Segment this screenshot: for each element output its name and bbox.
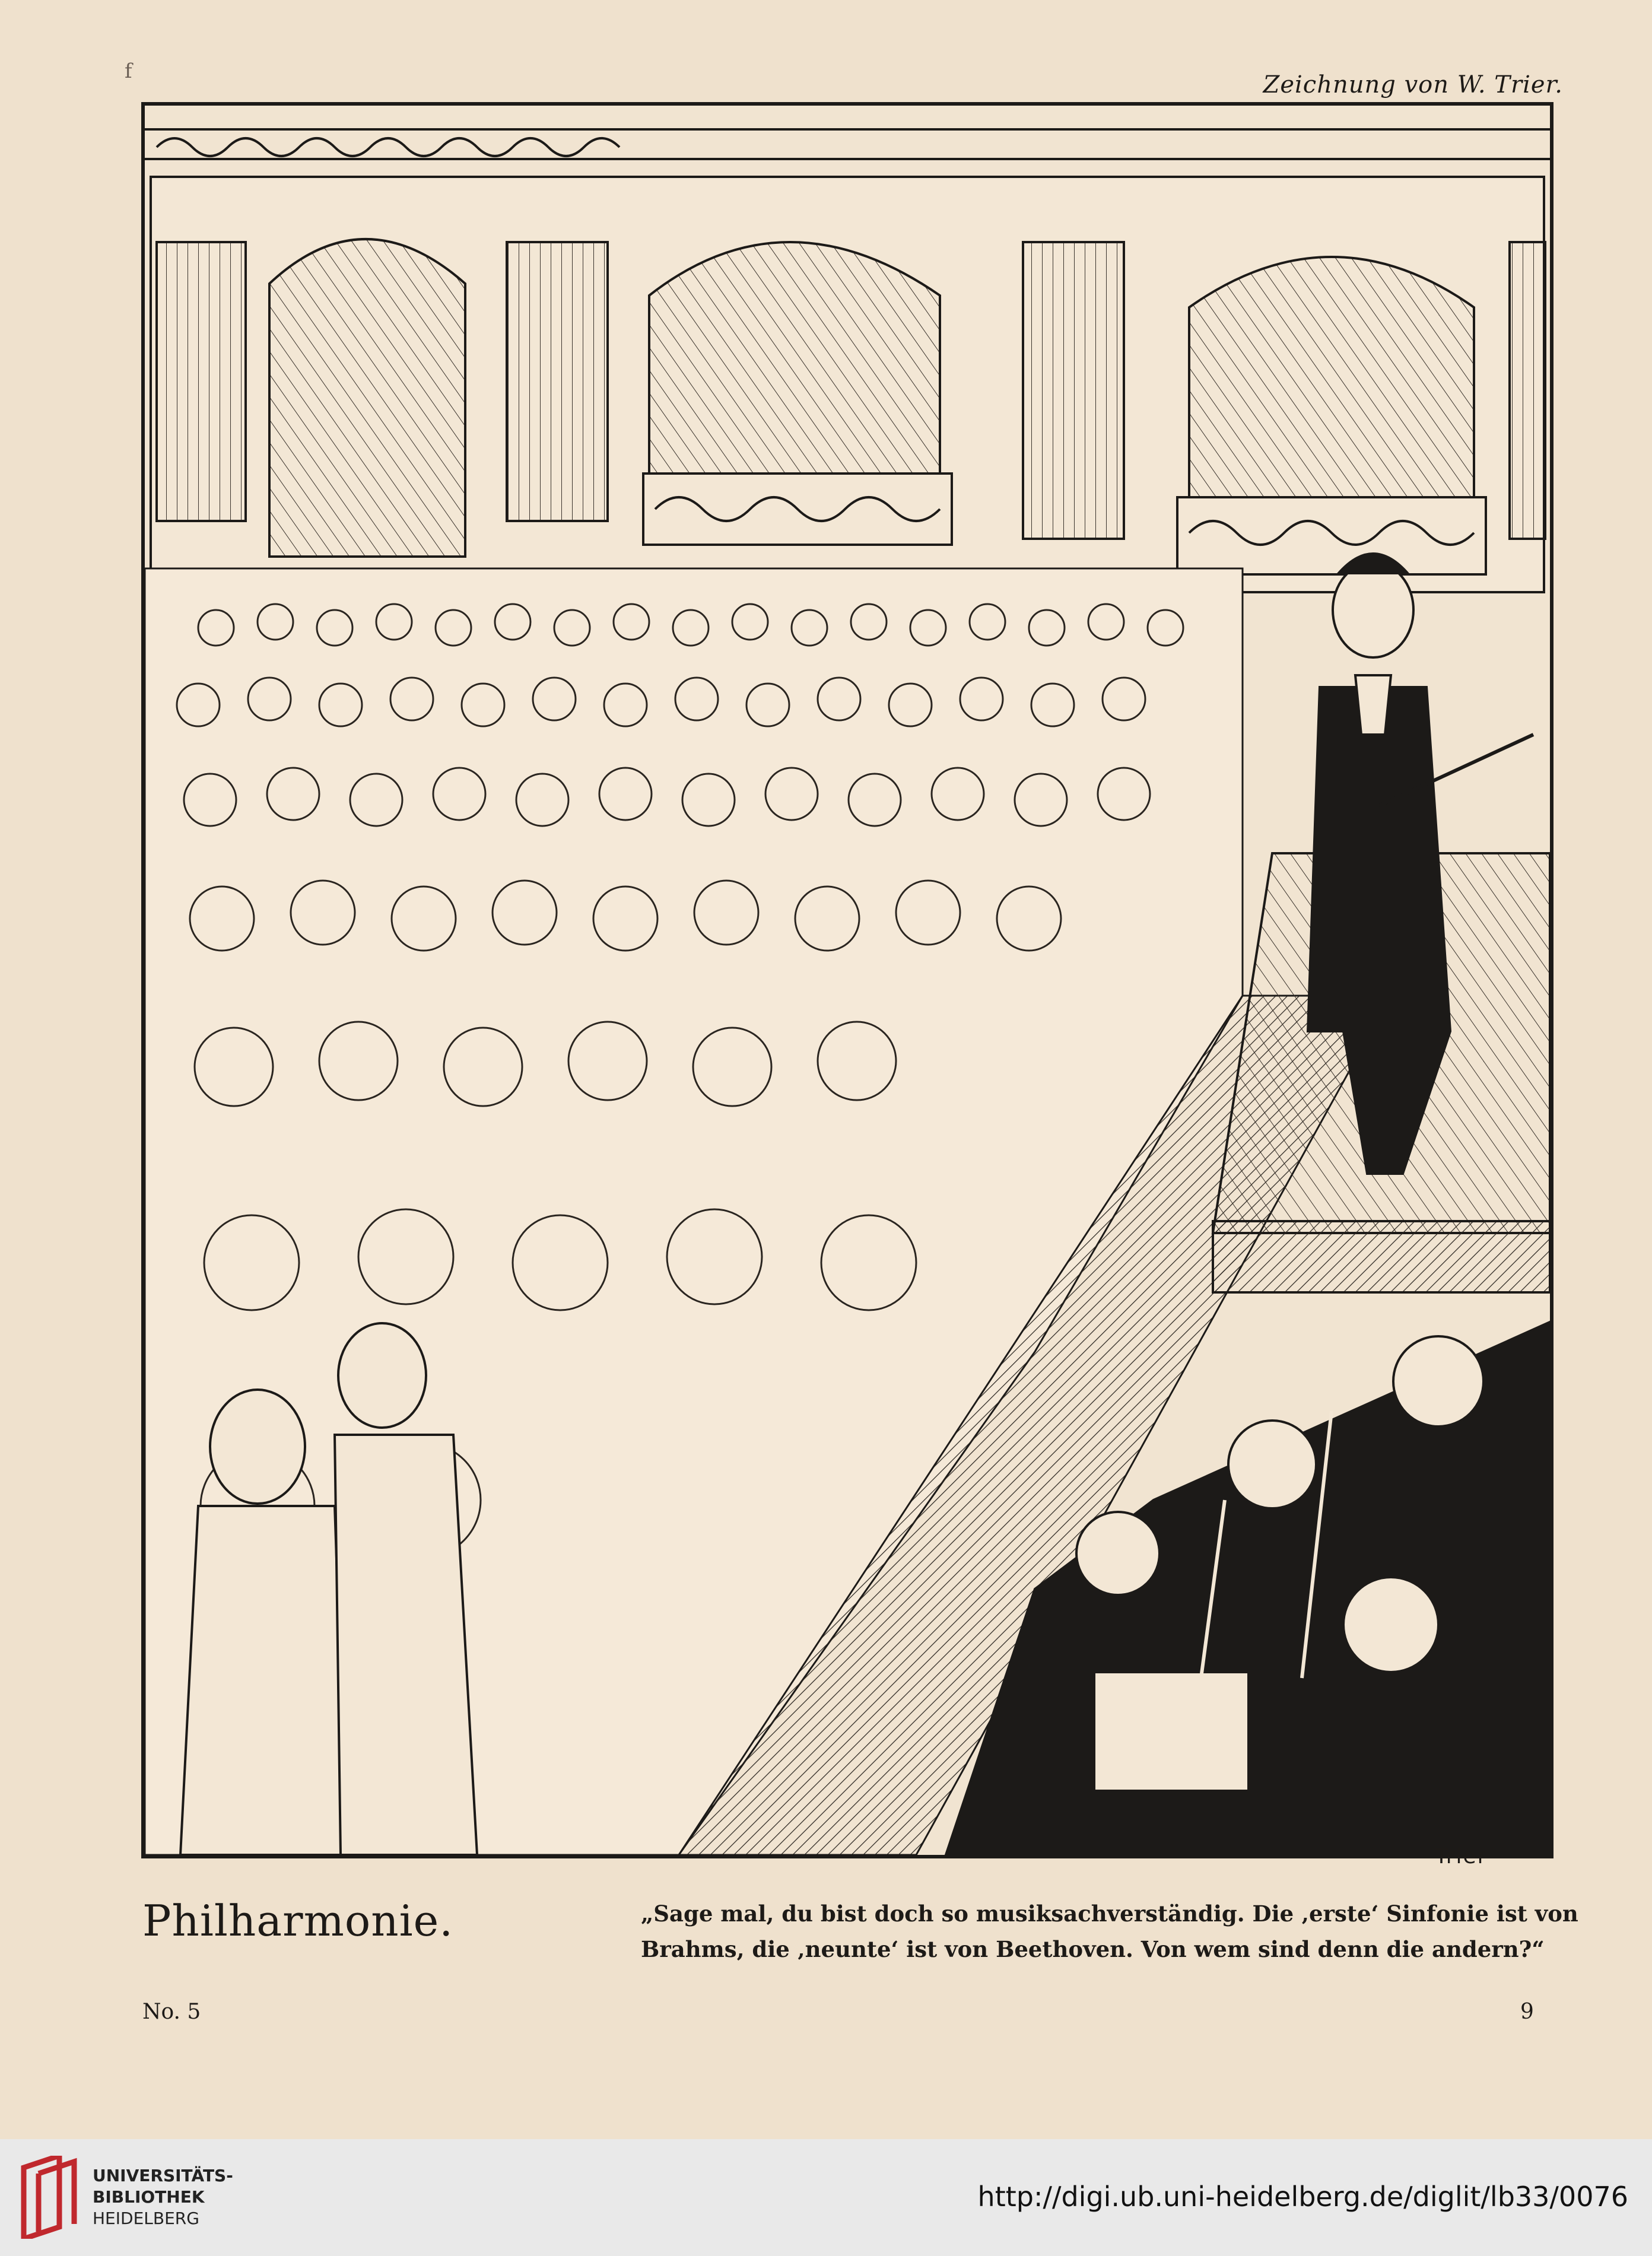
issue-number: No. 5 bbox=[142, 2000, 201, 2024]
permalink-url[interactable]: http://digi.ub.uni-heidelberg.de/diglit/lb33/0076 bbox=[977, 2181, 1628, 2213]
library-name-line-3: HEIDELBERG bbox=[93, 2209, 199, 2228]
center-balcony bbox=[643, 242, 952, 545]
right-balcony bbox=[1177, 257, 1486, 574]
page-number: 9 bbox=[1520, 2000, 1534, 2024]
artist-credit: Zeichnung von W. Trier. bbox=[1263, 71, 1563, 98]
artist-signature: Trier bbox=[1435, 1844, 1488, 1869]
cartoon-caption bbox=[641, 1896, 1578, 1967]
caption-line-1: „Sage mal, du bist doch so musiksachverständig. Die ‚erste‘ Sinfonie ist von bbox=[641, 1901, 1578, 1927]
caption-line-2: Brahms, die ‚neunte‘ ist von Beethoven. Von wem sind denn die andern?“ bbox=[641, 1936, 1545, 1962]
ceiling-frieze bbox=[145, 129, 1550, 159]
university-library-logo[interactable] bbox=[18, 2156, 83, 2239]
library-name-line-2: BIBLIOTHEK bbox=[93, 2187, 205, 2207]
library-footer bbox=[0, 2139, 1652, 2256]
doorway-arch bbox=[269, 239, 465, 557]
concert-hall-illustration bbox=[141, 102, 1553, 1858]
library-name[interactable] bbox=[93, 2165, 233, 2229]
corner-mark: f bbox=[125, 59, 132, 83]
cartoon-title: Philharmonie. bbox=[142, 1896, 454, 1946]
library-name-line-1: UNIVERSITÄTS- bbox=[93, 2166, 233, 2185]
